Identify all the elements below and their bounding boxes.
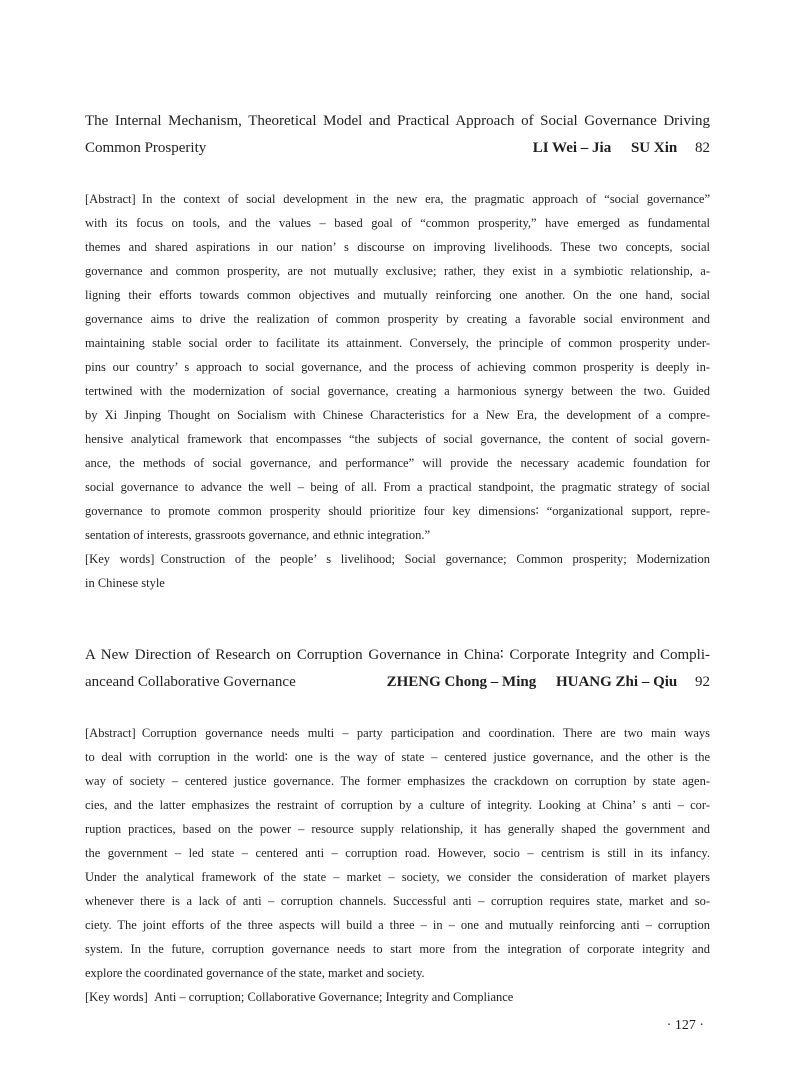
article-2-authors: [387, 669, 710, 696]
author-name: SU Xin: [630, 140, 678, 156]
author-name: ZHENG Chong – Ming: [386, 674, 537, 690]
abstract-line: governance and common prosperity, are not mutually exclusive; rather, they exist in a symbiotic relationship, a-: [85, 264, 710, 278]
article-1-authors: [533, 135, 710, 162]
abstract-line: sentation of interests, grassroots governance, and ethnic integration.”: [85, 528, 431, 542]
keywords-line: [Key words] Construction of the people’ s livelihood; Social governance; Common prosperity; Modernization: [85, 552, 710, 566]
abstract-line: hensive analytical framework that encompasses “the subjects of social governance, the content of social govern-: [85, 432, 710, 446]
abstract-line: governance to promote common prosperity should prioritize four key dimensions∶ “organizational support, repre-: [85, 504, 710, 518]
abstract-line: Under the analytical framework of the state – market – society, we consider the consideration of market players: [85, 870, 710, 884]
article-1-title-block: [85, 108, 710, 162]
abstract-line: [Abstract] Corruption governance needs multi – party participation and coordination. There are two main ways: [85, 726, 710, 740]
abstract-line: system. In the future, corruption governance needs to start more from the integration of corporate integrity and: [85, 942, 710, 956]
abstract-line: ligning their efforts towards common objectives and mutually reinforcing one another. On the one hand, social: [85, 288, 710, 302]
article-1-title-line-1: The Internal Mechanism, Theoretical Model and Practical Approach of Social Governance Driving: [85, 113, 710, 129]
abstract-line: ruption practices, based on the power – resource supply relationship, it has generally shaped the government and: [85, 822, 710, 836]
article-2-title-text: anceand Collaborative Governance: [85, 674, 296, 690]
abstract-line: themes and shared aspirations in our nation’ s discourse on improving livelihoods. These two concepts, social: [85, 240, 710, 254]
article-page-number: 82: [695, 140, 710, 156]
abstract-line: pins our country’ s approach to social governance, and the process of achieving common prosperity is deeply in-: [85, 360, 710, 374]
article-1-title-text: Common Prosperity: [85, 140, 207, 156]
abstract-line: social governance to advance the well – being of all. From a practical standpoint, the pragmatic strategy of social: [85, 480, 710, 494]
article-1-title-line-2: [85, 135, 710, 162]
keywords-line: [Key words] Anti – corruption; Collaborative Governance; Integrity and Compliance: [85, 990, 514, 1004]
abstract-line: [Abstract] In the context of social development in the new era, the pragmatic approach of “social governance”: [85, 192, 710, 206]
author-name: HUANG Zhi – Qiu: [555, 674, 678, 690]
keywords-line: in Chinese style: [85, 576, 165, 590]
abstract-line: whenever there is a lack of anti – corruption channels. Successful anti – corruption requires state, market and so-: [85, 894, 710, 908]
abstract-line: the government – led state – centered anti – corruption road. However, socio – centrism is still in its infancy.: [85, 846, 710, 860]
article-2-abstract: [85, 721, 710, 1009]
article-2-title-block: [85, 642, 710, 696]
abstract-line: cies, and the latter emphasizes the restraint of corruption by a culture of integrity. Looking at China’ s anti – cor-: [85, 798, 710, 812]
article-2-title-line-1: A New Direction of Research on Corruption Governance in China∶ Corporate Integrity and Compli-: [85, 647, 710, 663]
abstract-line: with its focus on tools, and the values – based goal of “common prosperity,” have emerged as fundamental: [85, 216, 710, 230]
article-1-abstract: [85, 187, 710, 595]
abstract-line: way of society – centered justice governance. The former emphasizes the crackdown on corruption by state agen-: [85, 774, 710, 788]
abstract-line: explore the coordinated governance of the state, market and society.: [85, 966, 425, 980]
abstract-line: governance aims to drive the realization of common prosperity by creating a favorable social environment and: [85, 312, 710, 326]
footer-page-number: · 127 ·: [666, 1018, 704, 1033]
abstract-line: by Xi Jinping Thought on Socialism with Chinese Characteristics for a New Era, the development of a compre-: [85, 408, 710, 422]
article-2-title-line-2: [85, 669, 710, 696]
abstract-line: tertwined with the modernization of social governance, creating a harmonious synergy between the two. Guided: [85, 384, 710, 398]
abstract-line: ciety. The joint efforts of the three aspects will build a three – in – one and mutually reinforcing anti – corruption: [85, 918, 710, 932]
author-name: LI Wei – Jia: [532, 140, 612, 156]
abstract-line: maintaining stable social order to facilitate its attainment. Conversely, the principle of common prosperity under-: [85, 336, 710, 350]
abstract-line: to deal with corruption in the world∶ one is the way of state – centered justice governance, and the other is the: [85, 750, 710, 764]
abstract-line: ance, the methods of social governance, and performance” will provide the necessary academic foundation for: [85, 456, 710, 470]
article-page-number: 92: [695, 674, 710, 690]
